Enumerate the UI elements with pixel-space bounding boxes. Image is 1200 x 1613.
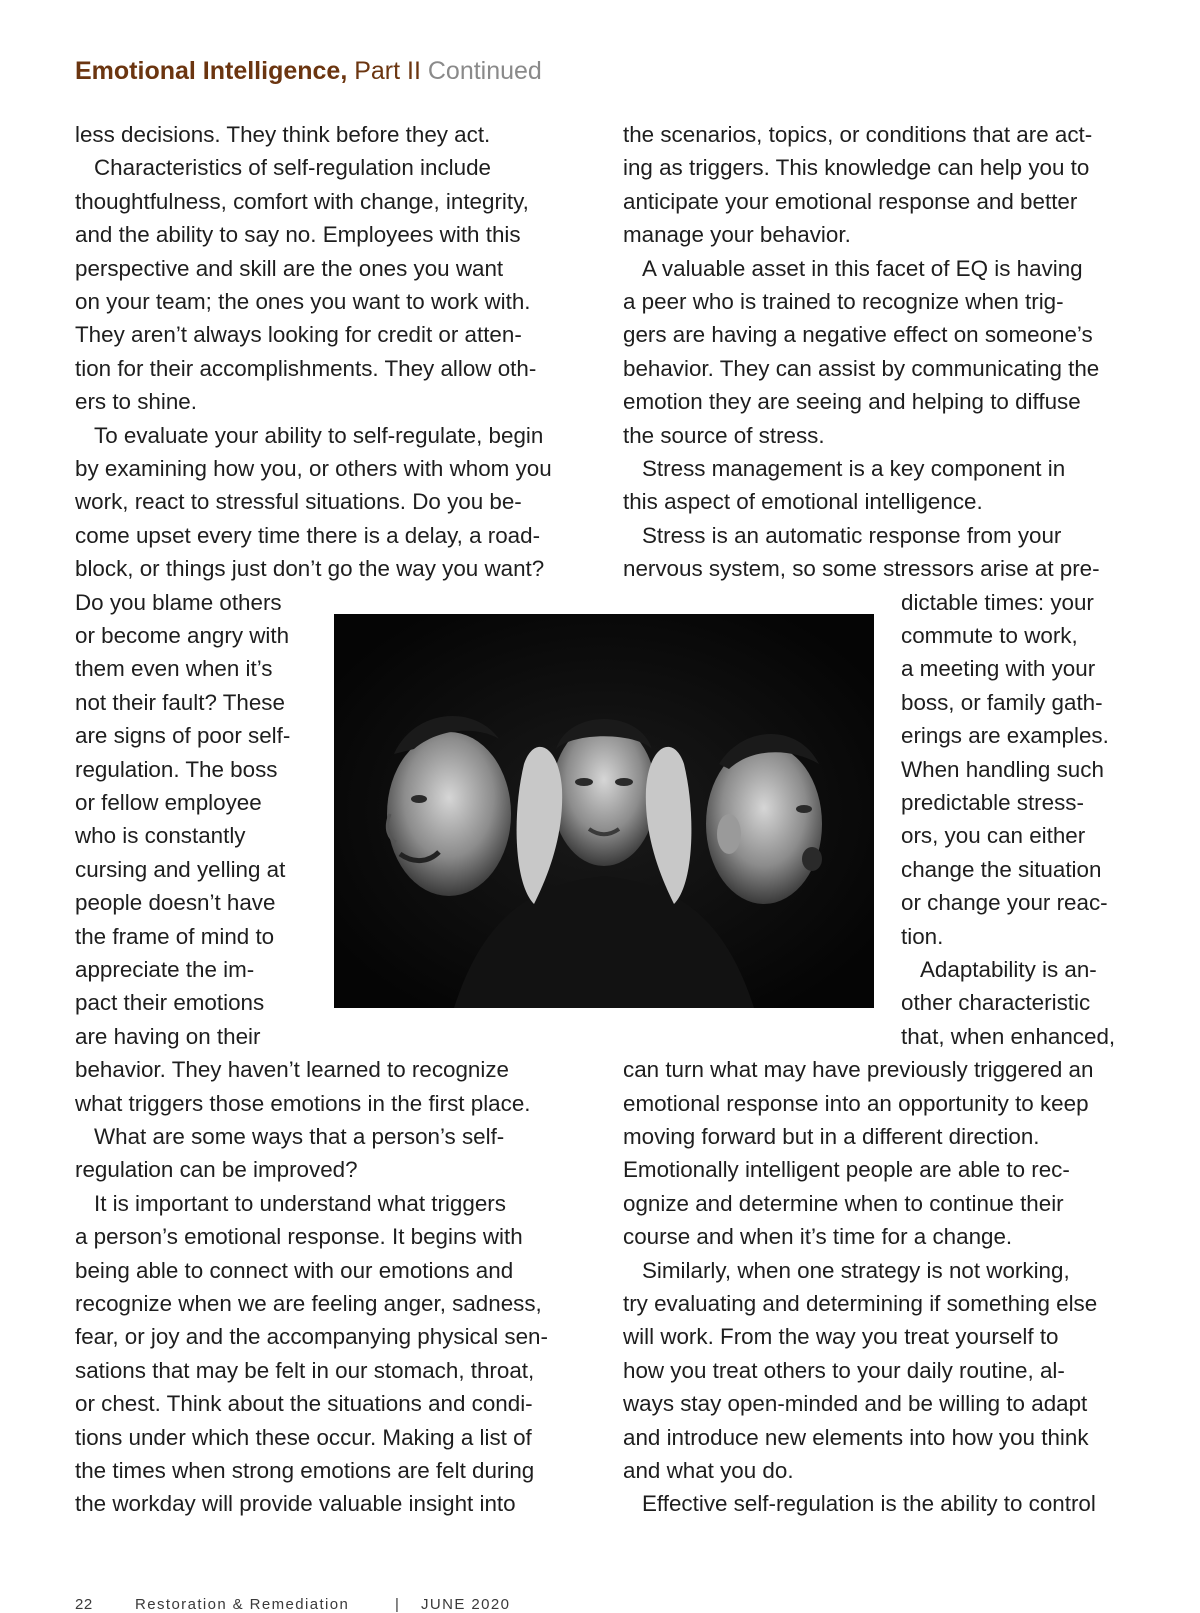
text-line: anticipate your emotional response and better (623, 188, 1078, 214)
text-line: what triggers those emotions in the first place. (75, 1090, 531, 1116)
text-line: commute to work, (901, 623, 1078, 648)
article-photo (334, 614, 874, 1008)
text-line: emotional response into an opportunity to keep (623, 1090, 1089, 1116)
text-line: To evaluate your ability to self-regulate, begin (94, 422, 544, 448)
text-line: ors, you can either (901, 823, 1086, 849)
page-number: 22 (75, 1596, 93, 1613)
text-line: people doesn’t have (75, 890, 276, 916)
text-line: cursing and yelling at (75, 856, 286, 882)
text-line: fear, or joy and the accompanying physical sen- (75, 1324, 548, 1350)
article-title: Emotional Intelligence, (75, 57, 348, 85)
text-line: Characteristics of self-regulation include (94, 155, 491, 181)
text-line: ognize and determine when to continue their (623, 1190, 1064, 1216)
text-line: A valuable asset in this facet of EQ is having (642, 255, 1083, 281)
text-line: ing as triggers. This knowledge can help you to (623, 155, 1090, 181)
text-line: emotion they are seeing and helping to diffuse (623, 389, 1081, 415)
text-line: are signs of poor self- (75, 723, 291, 749)
text-line: nervous system, so some stressors arise at pre- (623, 556, 1100, 582)
text-line: will work. From the way you treat yourself to (623, 1324, 1059, 1350)
text-line: Stress management is a key component in (642, 456, 1066, 481)
text-line: When handling such (901, 756, 1104, 782)
text-line: moving forward but in a different direction. (623, 1124, 1040, 1149)
text-line: or become angry with (75, 623, 290, 648)
text-line: a peer who is trained to recognize when trig- (623, 289, 1064, 314)
text-line: this aspect of emotional intelligence. (623, 489, 983, 515)
text-line: the source of stress. (623, 422, 825, 448)
text-line: that, when enhanced, (901, 1023, 1116, 1049)
text-line: tion. (901, 923, 944, 949)
text-line: behavior. They haven’t learned to recognize (75, 1057, 510, 1083)
text-line: recognize when we are feeling anger, sadness, (75, 1291, 542, 1316)
text-line: Effective self-regulation is the ability to control (642, 1491, 1096, 1517)
text-line: boss, or family gath- (901, 689, 1103, 715)
footer-separator: | (395, 1596, 401, 1613)
text-line: work, react to stressful situations. Do you be- (75, 489, 522, 515)
text-line: how you treat others to your daily routine, al- (623, 1357, 1065, 1383)
text-line: not their fault? These (75, 689, 285, 715)
page-header (75, 55, 542, 87)
text-line: by examining how you, or others with whom you (75, 456, 552, 481)
text-line: appreciate the im- (75, 957, 255, 982)
text-line: predictable stress- (901, 790, 1084, 815)
text-line: course and when it’s time for a change. (623, 1224, 1013, 1250)
text-line: can turn what may have previously triggered an (623, 1057, 1094, 1083)
text-line: change the situation (901, 856, 1102, 882)
text-line: other characteristic (901, 990, 1091, 1016)
text-line: the times when strong emotions are felt during (75, 1458, 535, 1483)
issue-date: JUNE 2020 (421, 1596, 511, 1613)
text-line: and introduce new elements into how you think (623, 1424, 1089, 1450)
continued-label: Continued (427, 57, 542, 85)
text-line: and what you do. (623, 1458, 794, 1483)
page-footer (75, 1596, 510, 1613)
text-line: Adaptability is an- (920, 957, 1097, 982)
text-line: or fellow employee (75, 790, 262, 815)
text-line: dictable times: your (901, 589, 1094, 615)
text-line: What are some ways that a person’s self- (94, 1124, 505, 1149)
text-line: block, or things just don’t go the way you want? (75, 556, 545, 582)
text-line: regulation can be improved? (75, 1157, 358, 1183)
text-line: sations that may be felt in our stomach, throat, (75, 1357, 535, 1383)
text-line: Stress is an automatic response from your (642, 522, 1062, 548)
three-faces-illustration (334, 614, 874, 1008)
text-line: the workday will provide valuable insight into (75, 1491, 516, 1517)
text-line: tion for their accomplishments. They allow oth- (75, 355, 537, 381)
text-line: manage your behavior. (623, 222, 851, 248)
text-line: a meeting with your (901, 656, 1096, 682)
text-line: Emotionally intelligent people are able to rec- (623, 1157, 1070, 1183)
text-line: less decisions. They think before they act. (75, 122, 491, 147)
text-line: or chest. Think about the situations and condi- (75, 1391, 533, 1417)
text-line: them even when it’s (75, 656, 273, 682)
text-line: They aren’t always looking for credit or atten- (75, 322, 522, 348)
text-line: Do you blame others (75, 589, 282, 615)
text-line: a person’s emotional response. It begins with (75, 1224, 523, 1250)
text-line: Similarly, when one strategy is not working, (642, 1257, 1070, 1283)
text-line: or change your reac- (901, 890, 1108, 916)
text-line: come upset every time there is a delay, a road- (75, 522, 541, 548)
text-line: behavior. They can assist by communicating the (623, 355, 1100, 381)
text-line: who is constantly (75, 823, 246, 849)
text-line: on your team; the ones you want to work with. (75, 289, 531, 314)
text-line: tions under which these occur. Making a list of (75, 1424, 532, 1450)
text-line: try evaluating and determining if something else (623, 1291, 1098, 1316)
text-line: the frame of mind to (75, 923, 275, 949)
text-line: regulation. The boss (75, 756, 278, 782)
text-line: gers are having a negative effect on someone’s (623, 322, 1093, 348)
text-line: It is important to understand what triggers (94, 1190, 506, 1216)
text-line: erings are examples. (901, 723, 1109, 749)
text-line: ways stay open-minded and be willing to adapt (623, 1391, 1088, 1417)
text-line: ers to shine. (75, 389, 197, 415)
text-line: and the ability to say no. Employees with this (75, 222, 521, 248)
text-line: thoughtfulness, comfort with change, integrity, (75, 188, 529, 214)
article-part: Part II (354, 57, 421, 85)
text-line: being able to connect with our emotions and (75, 1257, 514, 1283)
text-line: are having on their (75, 1023, 261, 1049)
text-line: pact their emotions (75, 990, 265, 1016)
publication-name: Restoration & Remediation (135, 1596, 350, 1613)
text-line: the scenarios, topics, or conditions that are act- (623, 122, 1093, 147)
text-line: perspective and skill are the ones you want (75, 255, 504, 281)
